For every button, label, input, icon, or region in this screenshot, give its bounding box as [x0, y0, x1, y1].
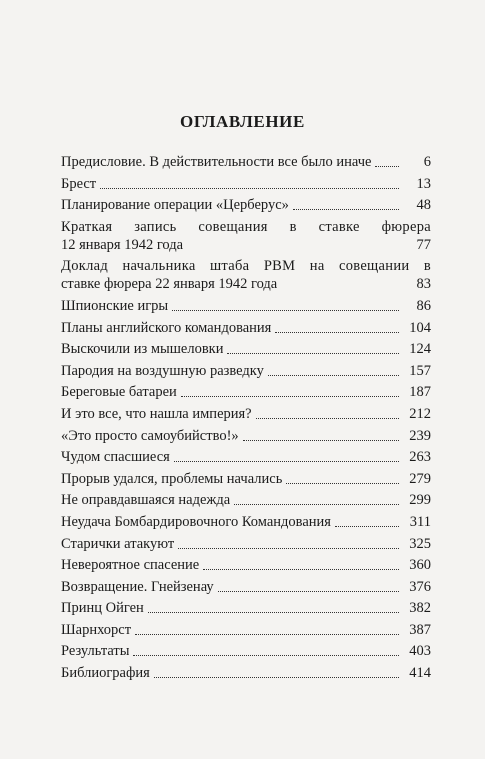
toc-entry	[61, 535, 431, 553]
leader-dots	[172, 310, 399, 311]
leader-dots	[256, 418, 399, 419]
toc-entry-title: Библиография	[61, 665, 150, 682]
toc-entry-title-line2: ставке фюрера 22 января 1942 года	[61, 276, 278, 293]
toc-entry	[61, 427, 431, 445]
leader-dots	[178, 548, 399, 549]
toc-entry	[61, 362, 431, 380]
toc-entry-page: 212	[409, 405, 431, 422]
leader-dots	[181, 396, 399, 397]
toc-entry	[61, 513, 431, 531]
toc-entry-page: 86	[416, 297, 431, 314]
leader-dots	[203, 569, 399, 570]
leader-dots	[174, 461, 399, 462]
toc-entry-page: 387	[409, 621, 431, 638]
leader-dots	[154, 677, 399, 678]
toc-entry-title: Не оправдавшаяся надежда	[61, 492, 231, 509]
toc-entry	[61, 599, 431, 617]
toc-entry-page: 83	[416, 276, 431, 293]
toc-entry-title: Выскочили из мышеловки	[61, 341, 224, 358]
toc-entry-title: Шарнхорст	[61, 621, 132, 638]
leader-dots	[218, 591, 399, 592]
toc-entry-title: Предисловие. В действительности все было иначе	[61, 154, 372, 170]
leader-dots	[133, 655, 399, 656]
leader-dots	[268, 375, 399, 376]
toc-entry	[61, 621, 431, 639]
toc-entry-page: 403	[409, 643, 431, 660]
toc-entry	[61, 383, 431, 401]
toc-entry-title: Береговые батареи	[61, 384, 177, 401]
toc-entry-page: 124	[409, 341, 431, 358]
toc-entry-page: 77	[416, 236, 431, 253]
toc-entry-title-line1: Краткая запись совещания в ставке фюрера	[61, 218, 431, 235]
toc-entry-page: 6	[423, 154, 431, 170]
toc-entry	[61, 340, 431, 358]
page-title: ОГЛАВЛЕНИЕ	[180, 112, 305, 131]
toc-entry-page: 376	[409, 578, 431, 595]
toc-entry	[61, 556, 431, 574]
toc-entry-page: 239	[409, 427, 431, 444]
toc-entry	[61, 319, 431, 337]
toc-entry-title: «Это просто самоубийство!»	[61, 427, 239, 444]
toc-entry	[61, 175, 431, 193]
toc-entry-title: Планы английского командования	[61, 319, 272, 336]
toc-entry	[61, 297, 431, 315]
leader-dots	[100, 188, 399, 189]
toc-entry-title: Прорыв удался, проблемы начались	[61, 470, 283, 487]
toc-entry-title-line1: Доклад начальника штаба РВМ на совещании в	[61, 258, 431, 275]
toc-entry	[61, 405, 431, 423]
toc-entry-page: 48	[416, 197, 431, 214]
leader-dots	[243, 440, 399, 441]
leader-dots	[227, 353, 399, 354]
toc-entry-title-line2: 12 января 1942 года	[61, 236, 184, 253]
toc-entry-page: 382	[409, 600, 431, 617]
leader-dots	[335, 526, 399, 527]
toc-entry-page: 299	[409, 492, 431, 509]
toc-entry-page: 360	[409, 557, 431, 574]
toc-entry-title: И это все, что нашла империя?	[61, 405, 252, 422]
toc-entry	[61, 218, 431, 254]
toc-entry-title: Шпионские игры	[61, 297, 169, 314]
toc-entry-page: 279	[409, 470, 431, 487]
table-of-contents	[61, 153, 431, 686]
toc-entry	[61, 257, 431, 293]
toc-entry-page: 263	[409, 449, 431, 466]
toc-entry-title: Результаты	[61, 643, 130, 660]
toc-entry	[61, 664, 431, 682]
leader-dots	[286, 483, 399, 484]
toc-entry-title: Возвращение. Гнейзенау	[61, 578, 214, 595]
toc-entry-page: 104	[409, 319, 431, 336]
leader-dots	[293, 209, 399, 210]
toc-entry	[61, 448, 431, 466]
toc-entry-title: Невероятное спасение	[61, 557, 200, 574]
toc-entry-title: Чудом спасшиеся	[61, 449, 170, 466]
leader-dots	[135, 634, 399, 635]
toc-entry-title: Неудача Бомбардировочного Командования	[61, 513, 331, 530]
toc-entry-page: 13	[416, 175, 431, 192]
toc-entry-page: 187	[409, 384, 431, 401]
toc-entry-page: 325	[409, 535, 431, 552]
leader-dots	[275, 332, 399, 333]
toc-entry-page: 414	[409, 665, 431, 682]
toc-entry-title: Брест	[61, 175, 97, 192]
toc-entry-title: Планирование операции «Церберус»	[61, 197, 289, 214]
toc-entry	[61, 153, 431, 171]
toc-entry	[61, 470, 431, 488]
toc-entry-page: 311	[409, 513, 431, 530]
toc-entry-title: Пародия на воздушную разведку	[61, 362, 264, 379]
toc-entry	[61, 196, 431, 214]
leader-dots	[375, 166, 399, 167]
toc-entry-page: 157	[409, 362, 431, 379]
toc-entry	[61, 491, 431, 509]
leader-dots	[234, 504, 399, 505]
toc-entry	[61, 578, 431, 596]
toc-entry-title: Старички атакуют	[61, 535, 175, 552]
toc-entry	[61, 642, 431, 660]
toc-entry-title: Принц Ойген	[61, 600, 144, 617]
leader-dots	[148, 612, 399, 613]
